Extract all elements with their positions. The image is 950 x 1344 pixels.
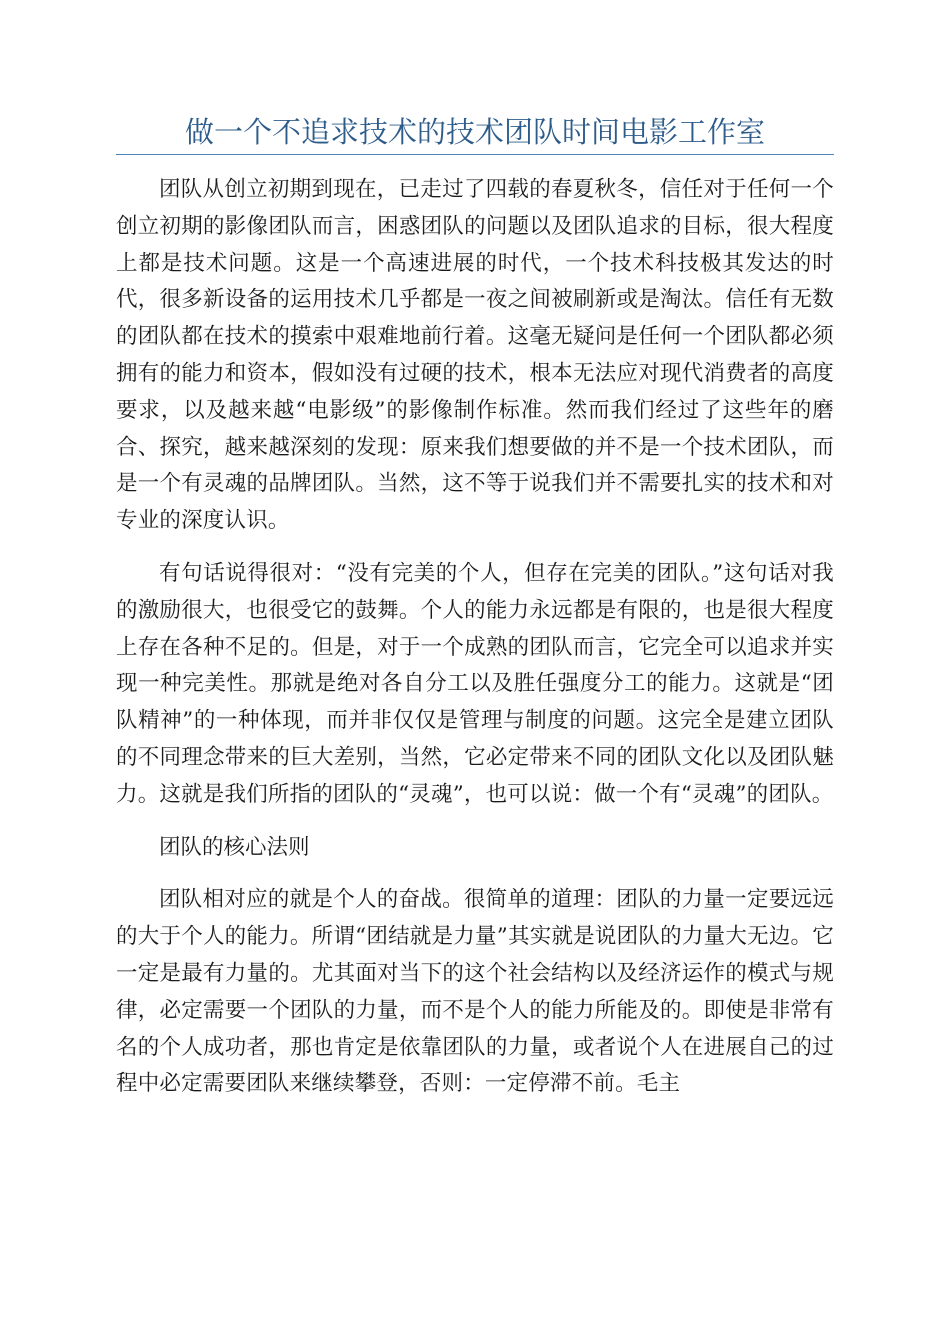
document-body xyxy=(116,172,834,1119)
title-underline xyxy=(116,154,834,155)
paragraph-core-rules: 团队相对应的就是个人的奋战。很简单的道理：团队的力量一定要远远的大于个人的能力。所谓“团结就是力量”其实就是说团队的力量大无边。它一定是最有力量的。尤其面对当下的这个社会结构以及经济运作的模式与规律，必定需要一个团队的力量，而不是个人的能力所能及的。即使是非常有名的个人成功者，那也肯定是依靠团队的力量，或者说个人在进展自己的过程中必定需要团队来继续攀登，否则：一定停滞不前。毛主 xyxy=(116,887,834,1097)
paragraph-team-spirit: 有句话说得很对：“没有完美的个人，但存在完美的团队。”这句话对我的激励很大，也很受它的鼓舞。个人的能力永远都是有限的，也是很大程度上存在各种不足的。但是，对于一个成熟的团队而言，它完全可以追求并实现一种完美性。那就是绝对各自分工以及胜任强度分工的能力。这就是“团队精神”的一种体现，而并非仅仅是管理与制度的问题。这完全是建立团队的不同理念带来的巨大差别，当然，它必定带来不同的团队文化以及团队魅力。这就是我们所指的团队的“灵魂”，也可以说：做一个有“灵魂”的团队。 xyxy=(116,560,834,807)
section-heading: 团队的核心法则 xyxy=(159,834,310,860)
paragraph-intro: 团队从创立初期到现在，已走过了四载的春夏秋冬，信任对于任何一个创立初期的影像团队而言，困惑团队的问题以及团队追求的目标，很大程度上都是技术问题。这是一个高速进展的时代，一个技术科技极其发达的时代，很多新设备的运用技术几乎都是一夜之间被刷新或是淘汰。信任有无数的团队都在技术的摸索中艰难地前行着。这毫无疑问是任何一个团队都必须拥有的能力和资本，假如没有过硬的技术，根本无法应对现代消费者的高度要求，以及越来越“电影级”的影像制作标准。然而我们经过了这些年的磨合、探究，越来越深刻的发现：原来我们想要做的并不是一个技术团队，而是一个有灵魂的品牌团队。当然，这不等于说我们并不需要扎实的技术和对专业的深度认识。 xyxy=(116,177,834,534)
document-title: 做一个不追求技术的技术团队时间电影工作室 xyxy=(184,115,765,149)
